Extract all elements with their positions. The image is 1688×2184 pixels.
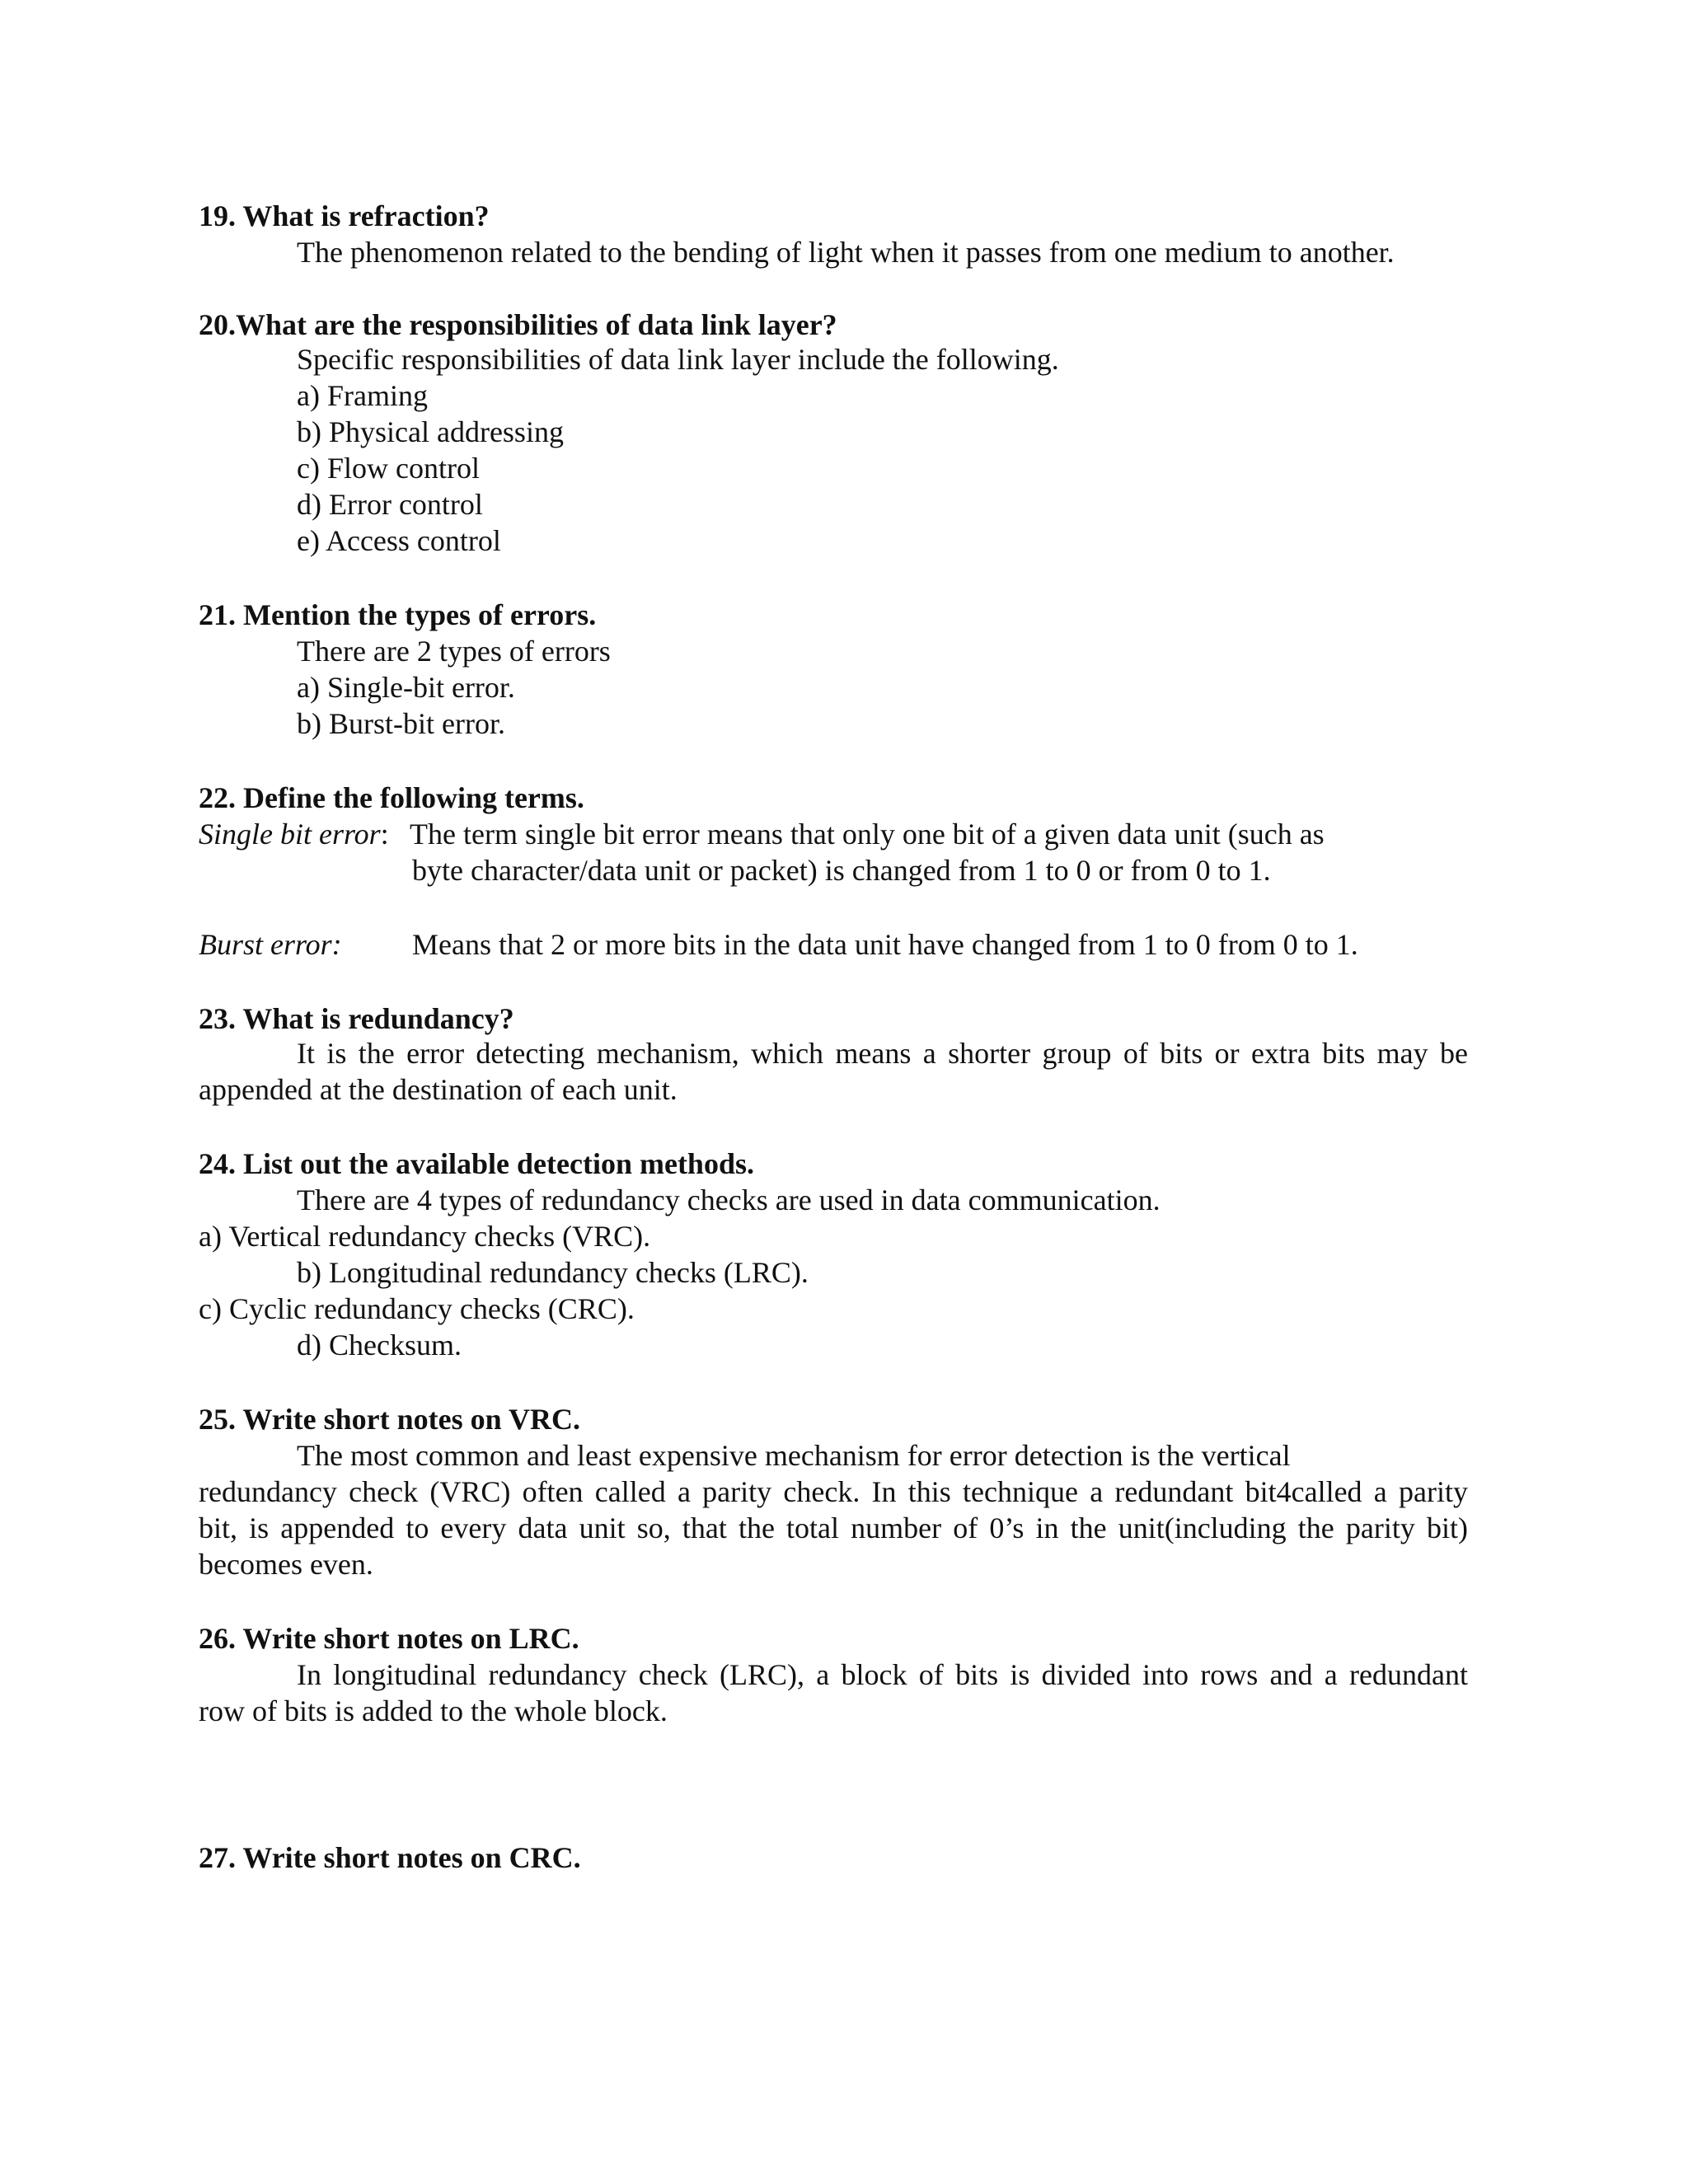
single-bit-error-term bbox=[199, 816, 389, 852]
question-27-heading: 27. Write short notes on CRC. bbox=[199, 1841, 581, 1874]
question-24-item: c) Cyclic redundancy checks (CRC). bbox=[199, 1292, 635, 1325]
question-21-item: b) Burst-bit error. bbox=[297, 707, 505, 740]
question-26-line2: row of bits is added to the whole block. bbox=[199, 1694, 668, 1727]
question-19-answer: The phenomenon related to the bending of light when it passes from one medium to another. bbox=[297, 236, 1395, 269]
question-23-answer-line1: It is the error detecting mechanism, which means a shorter group of bits or extra bits may be bbox=[297, 1037, 1468, 1070]
question-24-intro: There are 4 types of redundancy checks are used in data communication. bbox=[297, 1183, 1160, 1216]
question-26-line1: In longitudinal redundancy check (LRC), a block of bits is divided into rows and a redundant bbox=[297, 1658, 1468, 1691]
question-19-heading: 19. What is refraction? bbox=[199, 199, 490, 232]
question-25-heading: 25. Write short notes on VRC. bbox=[199, 1403, 581, 1436]
question-20-item: e) Access control bbox=[297, 524, 501, 557]
question-24-heading: 24. List out the available detection methods. bbox=[199, 1147, 754, 1180]
question-23-heading: 23. What is redundancy? bbox=[199, 1002, 514, 1035]
question-24-item: a) Vertical redundancy checks (VRC). bbox=[199, 1220, 651, 1253]
question-25-line3: bit, is appended to every data unit so, that the total number of 0’s in the unit(including the parity bit) bbox=[199, 1511, 1468, 1544]
question-20-item: c) Flow control bbox=[297, 452, 480, 485]
question-24-item: b) Longitudinal redundancy checks (LRC). bbox=[297, 1256, 809, 1289]
question-26-heading: 26. Write short notes on LRC. bbox=[199, 1622, 579, 1655]
question-23-answer-line2: appended at the destination of each unit. bbox=[199, 1073, 678, 1106]
burst-error-term: Burst error: bbox=[199, 928, 342, 961]
question-25-line4: becomes even. bbox=[199, 1548, 373, 1581]
question-20-item: d) Error control bbox=[297, 488, 483, 521]
question-20-heading: 20.What are the responsibilities of data link layer? bbox=[199, 308, 837, 341]
burst-error-definition: Means that 2 or more bits in the data unit have changed from 1 to 0 from 0 to 1. bbox=[412, 928, 1358, 961]
question-21-item: a) Single-bit error. bbox=[297, 671, 515, 704]
question-25-line1: The most common and least expensive mechanism for error detection is the vertical bbox=[297, 1439, 1291, 1472]
single-bit-error-definition-line2: byte character/data unit or packet) is changed from 1 to 0 or from 0 to 1. bbox=[412, 854, 1271, 887]
question-24-item: d) Checksum. bbox=[297, 1329, 462, 1361]
question-21-intro: There are 2 types of errors bbox=[297, 635, 611, 668]
question-25-line2: redundancy check (VRC) often called a parity check. In this technique a redundant bit4called a parity bbox=[199, 1475, 1468, 1508]
single-bit-error-definition-line1: The term single bit error means that only one bit of a given data unit (such as bbox=[410, 818, 1325, 851]
question-20-item: a) Framing bbox=[297, 379, 428, 412]
question-21-heading: 21. Mention the types of errors. bbox=[199, 598, 597, 631]
question-20-item: b) Physical addressing bbox=[297, 415, 564, 448]
question-22-heading: 22. Define the following terms. bbox=[199, 781, 584, 814]
question-20-intro: Specific responsibilities of data link layer include the following. bbox=[297, 343, 1059, 376]
term-separator: : bbox=[380, 818, 389, 851]
term-label: Single bit error bbox=[199, 818, 381, 851]
